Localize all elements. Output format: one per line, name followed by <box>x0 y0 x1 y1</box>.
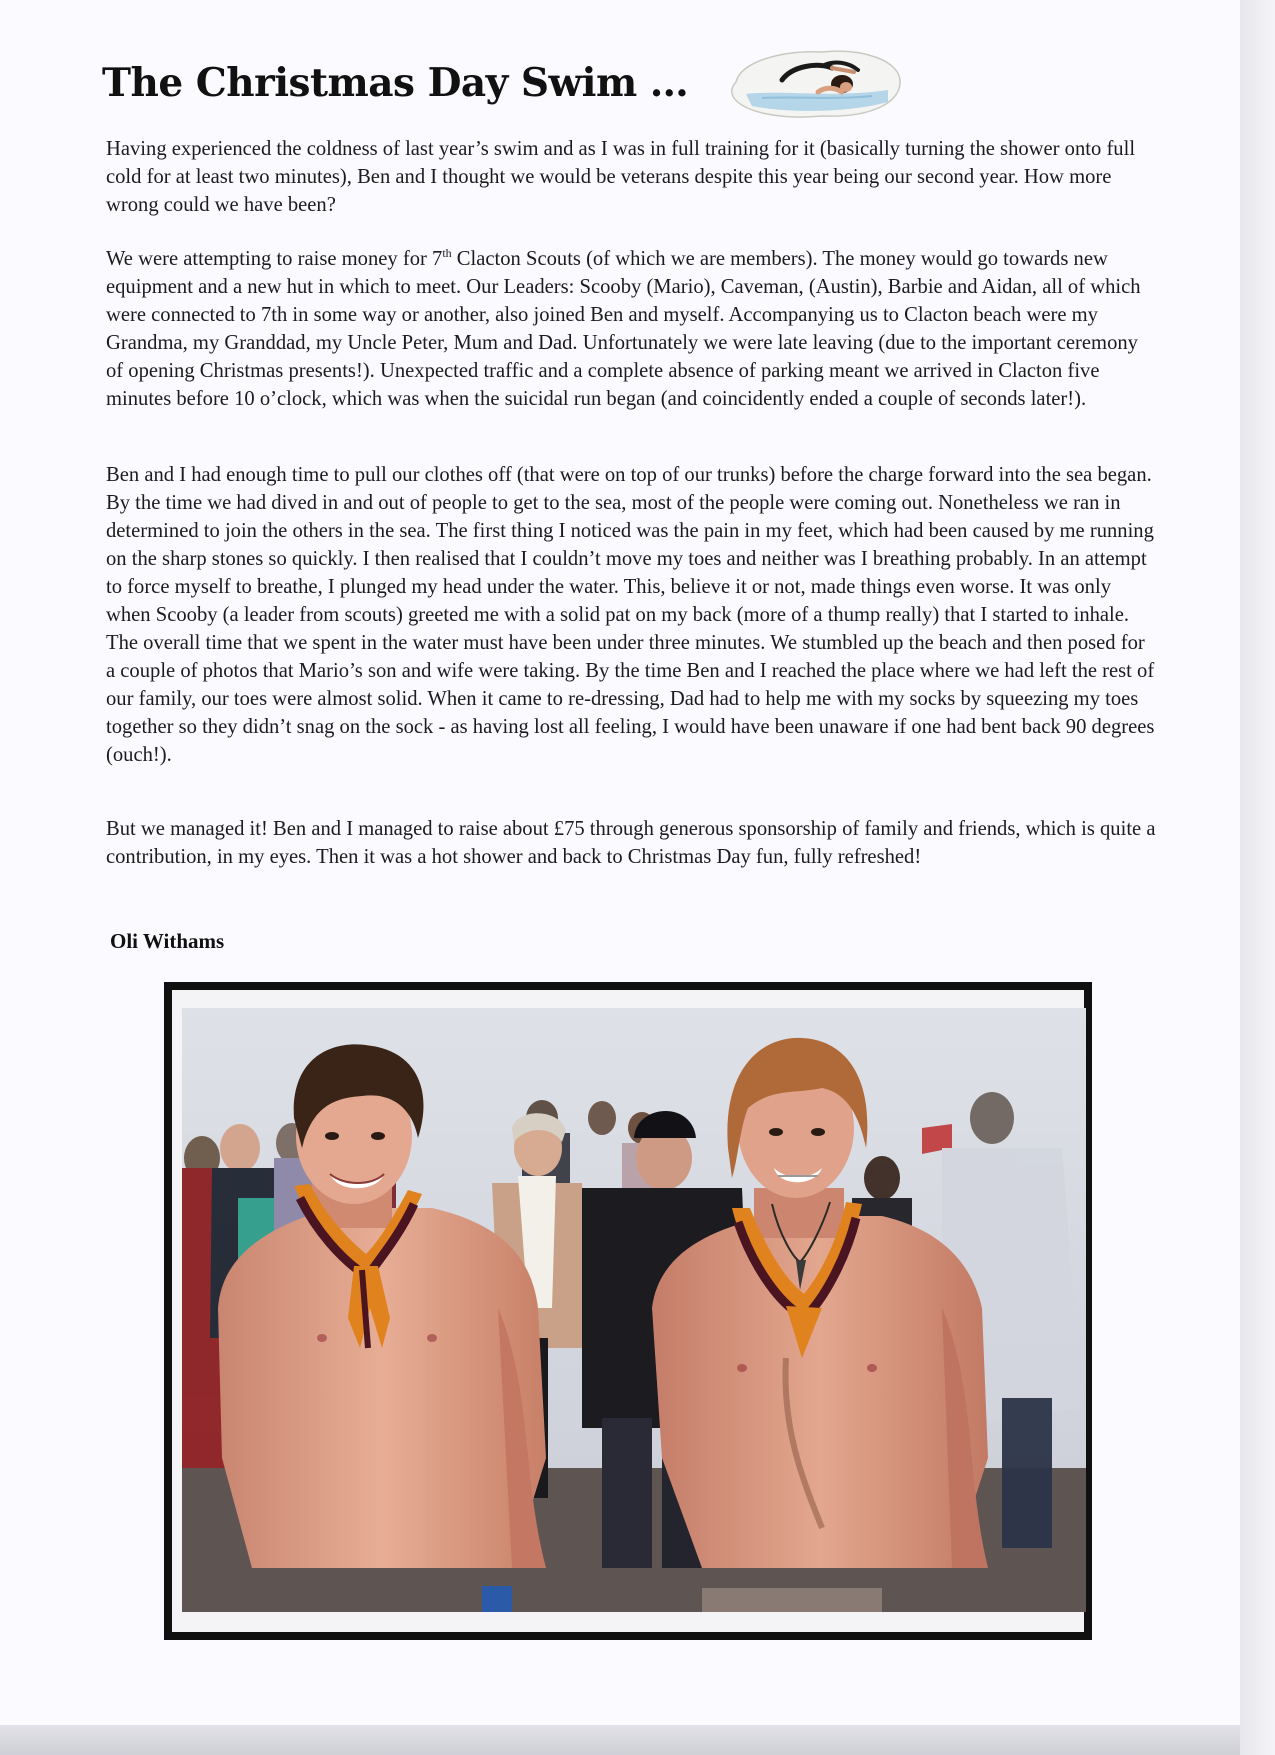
paragraph-2 <box>106 245 1156 413</box>
paragraph-1: Having experienced the coldness of last year’s swim and as I was in full training for it (basically turning the shower onto full cold for at least two minutes), Ben and I thought we would be veterans despite this year being our second year. How more wrong could we have been? <box>106 138 1136 216</box>
article-title: The Christmas Day Swim … <box>102 60 689 106</box>
ordinal-superscript: th <box>442 246 452 260</box>
two-scouts-beach-photo <box>182 1008 1086 1612</box>
paragraph-3: Ben and I had enough time to pull our clothes off (that were on top of our trunks) before the charge forward into the sea began. By the time we had dived in and out of people to get to the sea, most of the people were coming out. Nonetheless we ran in determined to join the others in the sea. The first thing I noticed was the pain in my feet, which had been caused by me running on the sharp stones so quickly. I then realised that I couldn’t move my toes and neither was I breathing probably. In an attempt to force myself to breathe, I plunged my head under the water. This, believe it or not, made things even worse. It was only when Scooby (a leader from scouts) greeted me with a solid pat on my back (more of a thump really) that I started to inhale. The overall time that we spent in the water must have been under three minutes. We stumbled up the beach and then posed for a couple of photos that Mario’s son and wife were taking. By the time Ben and I reached the place where we had left the rest of our family, our toes were almost solid. When it came to re-dressing, Dad had to help me with my socks by squeezing my toes together so they didn’t snag on the sock - as having lost all feeling, I would have been unaware if one had bent back 90 degrees (ouch!). <box>106 464 1155 766</box>
page-edge-bottom <box>0 1725 1240 1755</box>
paragraph-2-start: We were attempting to raise money for 7 <box>106 248 443 270</box>
page-edge-right <box>1240 0 1275 1755</box>
paragraph-4: But we managed it! Ben and I managed to raise about £75 through generous sponsorship of family and friends, which is quite a contribution, in my eyes. Then it was a hot shower and back to Christmas Day fun, fully refreshed! <box>106 818 1156 868</box>
paragraph-2-rest: Clacton Scouts (of which we are members). The money would go towards new equipment and a new hut in which to meet. Our Leaders: Scooby (Mario), Caveman, (Austin), Barbie and Aidan, all of which were connected to 7th in some way or another, also joined Ben and myself. Accompanying us to Clacton beach were my Grandma, my Granddad, my Uncle Peter, Mum and Dad. Unfortunately we were late leaving (due to the important ceremony of opening Christmas presents!). Unexpected traffic and a complete absence of parking meant we arrived in Clacton five minutes before 10 o’clock, which was when the suicidal run began (and coincidently ended a couple of seconds later!). <box>106 248 1141 410</box>
photo-frame <box>164 982 1092 1640</box>
swimmer-icon <box>722 40 904 126</box>
author-name: Oli Withams <box>110 929 225 953</box>
photo-mat <box>172 990 1084 1632</box>
